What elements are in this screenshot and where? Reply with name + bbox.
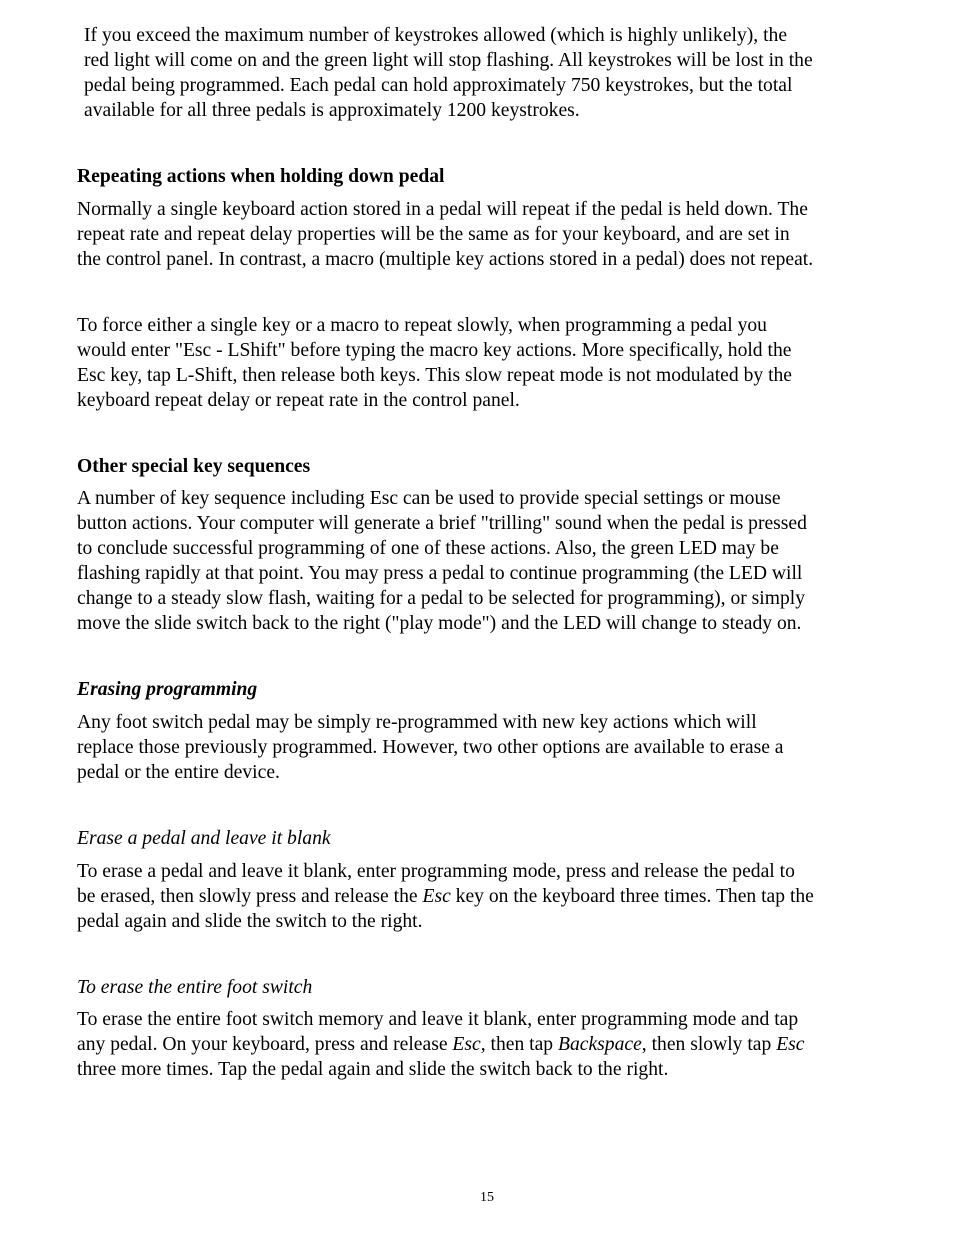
paragraph-line: replace those previously programmed. However, two other options are available to erase a [77,737,784,758]
intro-line: red light will come on and the green light will stop flashing. All keystrokes will be lost in the [84,50,813,71]
text-run: then tap [485,1034,558,1055]
intro-line: If you exceed the maximum number of keystrokes allowed (which is highly unlikely), the [84,25,788,46]
paragraph-line: flashing rapidly at that point. You may press a pedal to continue programming (the LED will [77,563,803,584]
repeating-paragraph-1 [77,197,813,272]
paragraph-line: A number of key sequence including Esc can be used to provide special settings or mouse [77,488,781,509]
paragraph-line: Any foot switch pedal may be simply re-programmed with new key actions which will [77,712,757,733]
paragraph-line: move the slide switch back to the right ("play mode") and the LED will change to steady on. [77,613,802,634]
paragraph-line: change to a steady slow flash, waiting for a pedal to be selected for programming), or simply [77,588,806,609]
text-run: key on the keyboard three times. Then tap the [450,886,814,907]
paragraph-line: To force either a single key or a macro to repeat slowly, when programming a pedal you [77,315,767,336]
paragraph-line: three more times. Tap the pedal again and slide the switch back to the right. [77,1059,669,1080]
page-number: 15 [480,1190,494,1205]
intro-line: available for all three pedals is approximately 1200 keystrokes. [84,100,580,121]
paragraph-line [77,1032,805,1057]
text-run: , then slowly tap [641,1034,777,1055]
paragraph-line: would enter "Esc - LShift" before typing the macro key actions. More specifically, hold the [77,340,792,361]
heading-erasing-programming: Erasing programming [77,679,258,700]
text-run: be erased, then slowly press and release the [77,886,423,907]
paragraph-line: keyboard repeat delay or repeat rate in the control panel. [77,390,520,411]
subheading-erase-all: To erase the entire foot switch [77,977,313,998]
special-paragraph [77,486,807,636]
paragraph-line [77,884,814,909]
heading-repeating: Repeating actions when holding down pedal [77,166,445,187]
paragraph-line: To erase a pedal and leave it blank, enter programming mode, press and release the pedal to [77,861,795,882]
intro-line: pedal being programmed. Each pedal can hold approximately 750 keystrokes, but the total [84,75,793,96]
paragraph-line: To erase the entire foot switch memory and leave it blank, enter programming mode and tap [77,1009,799,1030]
erase-pedal-paragraph [77,859,814,934]
paragraph-line: repeat rate and repeat delay properties will be the same as for your keyboard, and are set in [77,224,790,245]
intro-paragraph [84,23,813,123]
paragraph-line: pedal again and slide the switch to the right. [77,911,423,932]
paragraph-line: button actions. Your computer will generate a brief "trilling" sound when the pedal is pressed [77,513,807,534]
paragraph-line: to conclude successful programming of one of these actions. Also, the green LED may be [77,538,779,559]
text-run: any pedal. On your keyboard, press and release [77,1034,453,1055]
subheading-erase-pedal: Erase a pedal and leave it blank [77,828,331,849]
paragraph-line: Esc key, tap L-Shift, then release both keys. This slow repeat mode is not modulated by the [77,365,793,386]
key-name-esc: Esc [422,886,451,907]
paragraph-line: pedal or the entire device. [77,762,280,783]
heading-special-sequences: Other special key sequences [77,456,311,477]
key-name-esc: Esc [776,1034,805,1055]
key-name-backspace: Backspace [558,1034,642,1055]
erasing-paragraph [77,710,784,785]
key-name-esc: Esc, [452,1034,486,1055]
repeating-paragraph-2 [77,313,792,413]
paragraph-line: the control panel. In contrast, a macro (multiple key actions stored in a pedal) does not repeat. [77,249,814,270]
erase-all-paragraph [77,1007,805,1082]
paragraph-line: Normally a single keyboard action stored in a pedal will repeat if the pedal is held down. The [77,199,808,220]
